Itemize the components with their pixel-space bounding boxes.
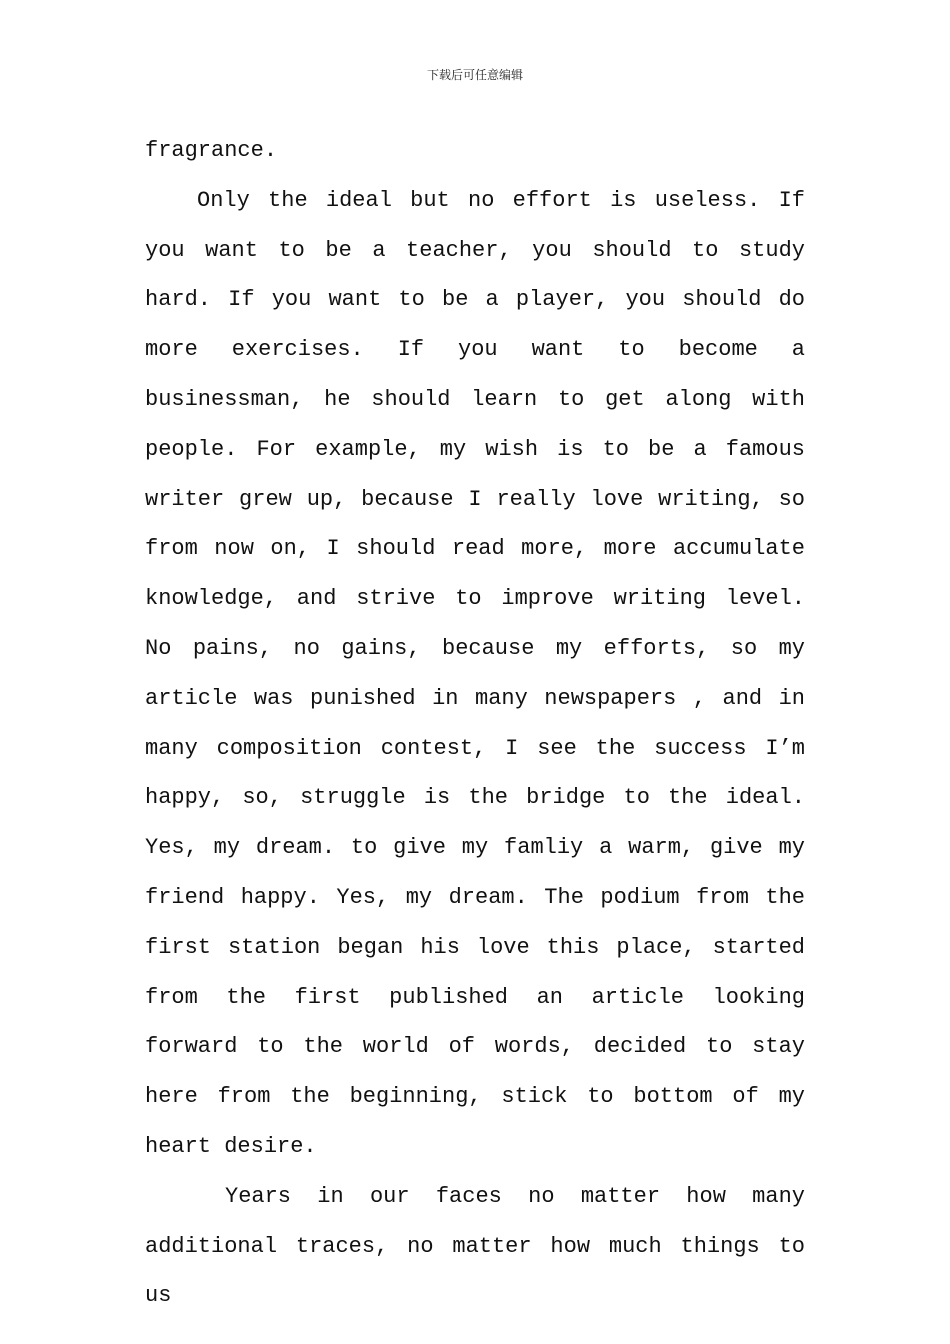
paragraph-3: Years in our faces no matter how many additional traces, no matter how much things to us [145, 1183, 805, 1309]
page-header: 下载后可任意编辑 [426, 68, 523, 82]
document-body [145, 126, 805, 1321]
paragraph-1: fragrance. [145, 138, 278, 163]
paragraph-2: Only the ideal but no effort is useless. If you want to be a teacher, you should to study hard. If you want to be a player, you should do more exercises. If you want to become a businessman, he should learn to get along with people. For example, my wish is to be a famous writer grew up, because I really love writing, so from now on, I should read more, more accumulate knowledge, and strive to improve writing level. No pains, no gains, because my efforts, so my article was punished in many newspapers , and in many composition contest, I see the success I’m happy, so, struggle is the bridge to the ideal. Yes, my dream. to give my famliy a warm, give my friend happy. Yes, my dream. The podium from the first station began his love this place, started from the first published an article looking forward to the world of words, decided to stay here from the beginning, stick to bottom of my heart desire. [145, 187, 805, 1159]
